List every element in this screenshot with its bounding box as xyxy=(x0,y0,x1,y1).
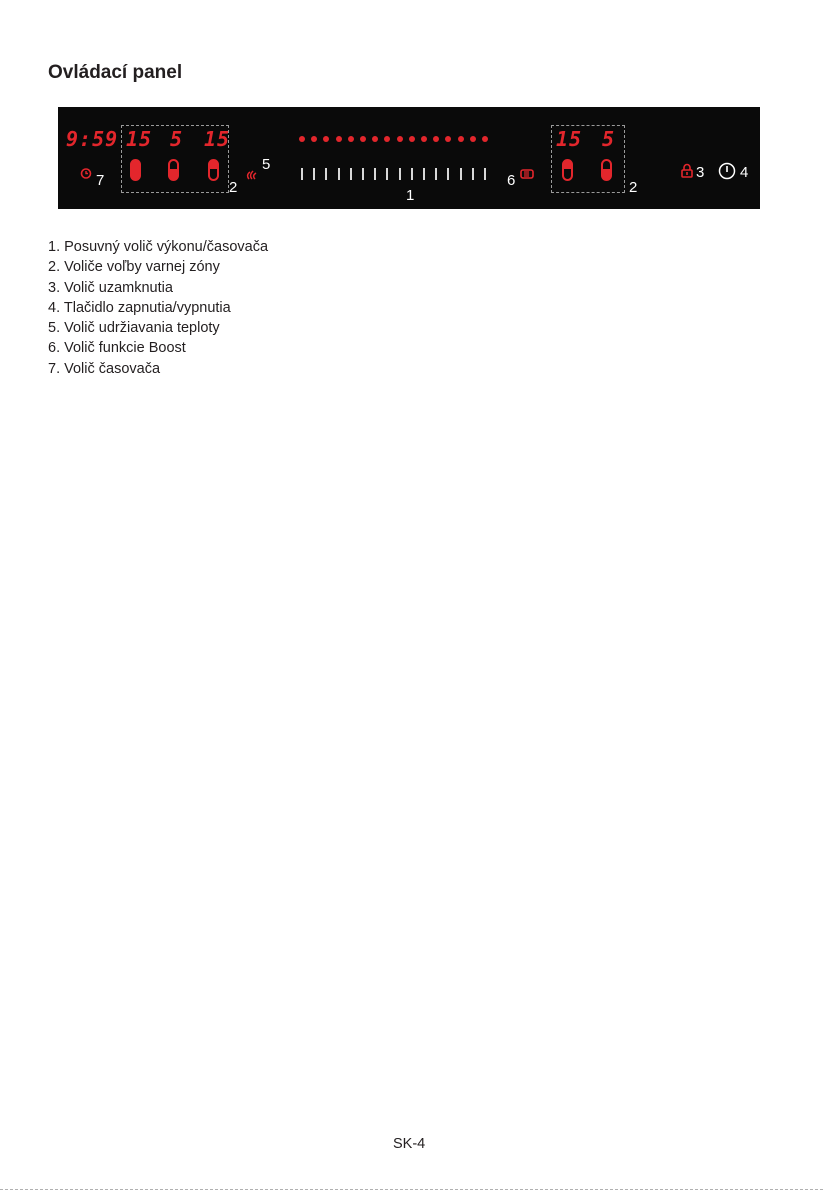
page-number: SK-4 xyxy=(393,1136,426,1152)
legend-item: 4. Tlačidlo zapnutia/vypnutia xyxy=(48,299,231,316)
zone-selector-2[interactable] xyxy=(168,159,179,181)
slider-tick[interactable] xyxy=(374,168,376,180)
callout-keep-warm: 5 xyxy=(262,156,271,173)
bottom-divider xyxy=(0,1189,823,1190)
slider-tick[interactable] xyxy=(338,168,340,180)
slider-tick[interactable] xyxy=(460,168,462,180)
slider-dot xyxy=(397,136,403,142)
callout-lock: 3 xyxy=(696,164,705,181)
legend-item: 3. Volič uzamknutia xyxy=(48,279,173,296)
callout-zones-right: 2 xyxy=(629,179,638,196)
slider-dot xyxy=(336,136,342,142)
zone-display-2: 5 xyxy=(170,127,184,151)
control-panel-illustration xyxy=(58,107,760,209)
slider-dot xyxy=(421,136,427,142)
slider-tick[interactable] xyxy=(362,168,364,180)
zone-selector-4[interactable] xyxy=(562,159,573,181)
legend-item: 6. Volič funkcie Boost xyxy=(48,340,186,357)
slider-dot xyxy=(482,136,488,142)
slider-tick[interactable] xyxy=(447,168,449,180)
slider-tick[interactable] xyxy=(313,168,315,180)
slider-tick[interactable] xyxy=(411,168,413,180)
zone-display-4: 15 xyxy=(556,127,583,151)
zone-display-1: 15 xyxy=(126,127,153,151)
callout-zones-left: 2 xyxy=(229,179,238,196)
slider-tick[interactable] xyxy=(423,168,425,180)
slider-dot xyxy=(348,136,354,142)
slider-dot xyxy=(409,136,415,142)
legend-list xyxy=(48,237,268,379)
callout-slider: 1 xyxy=(406,187,415,204)
page-title: Ovládací panel xyxy=(48,62,183,83)
slider-tick[interactable] xyxy=(484,168,486,180)
slider-dot xyxy=(323,136,329,142)
slider-dot xyxy=(384,136,390,142)
callout-boost: 6 xyxy=(507,172,516,189)
legend-item: 5. Volič udržiavania teploty xyxy=(48,320,220,337)
slider-tick[interactable] xyxy=(301,168,303,180)
slider-dot xyxy=(360,136,366,142)
legend-item: 7. Volič časovača xyxy=(48,360,161,377)
slider-dot xyxy=(445,136,451,142)
timer-display: 9:59 xyxy=(66,127,119,151)
slider-tick[interactable] xyxy=(472,168,474,180)
keep-warm-icon[interactable] xyxy=(245,167,259,181)
callout-timer: 7 xyxy=(96,172,105,189)
slider-dot xyxy=(311,136,317,142)
slider-tick[interactable] xyxy=(435,168,437,180)
legend-item: 2. Voliče voľby varnej zóny xyxy=(48,259,220,276)
legend-item: 1. Posuvný volič výkonu/časovača xyxy=(48,239,269,255)
slider-dot xyxy=(372,136,378,142)
slider-tick[interactable] xyxy=(325,168,327,180)
lock-icon[interactable] xyxy=(681,163,693,178)
slider-dot xyxy=(470,136,476,142)
slider-tick[interactable] xyxy=(399,168,401,180)
zone-selector-5[interactable] xyxy=(601,159,612,181)
zone-display-3: 15 xyxy=(204,127,231,151)
slider-tick[interactable] xyxy=(350,168,352,180)
boost-icon[interactable] xyxy=(520,169,534,179)
slider-dot xyxy=(433,136,439,142)
slider-dot xyxy=(458,136,464,142)
power-icon[interactable] xyxy=(718,162,736,180)
zone-display-5: 5 xyxy=(602,127,616,151)
slider-tick[interactable] xyxy=(386,168,388,180)
timer-icon[interactable] xyxy=(80,167,92,179)
callout-power: 4 xyxy=(740,164,749,181)
zone-selector-1[interactable] xyxy=(130,159,141,181)
zone-selector-3[interactable] xyxy=(208,159,219,181)
slider-dot xyxy=(299,136,305,142)
